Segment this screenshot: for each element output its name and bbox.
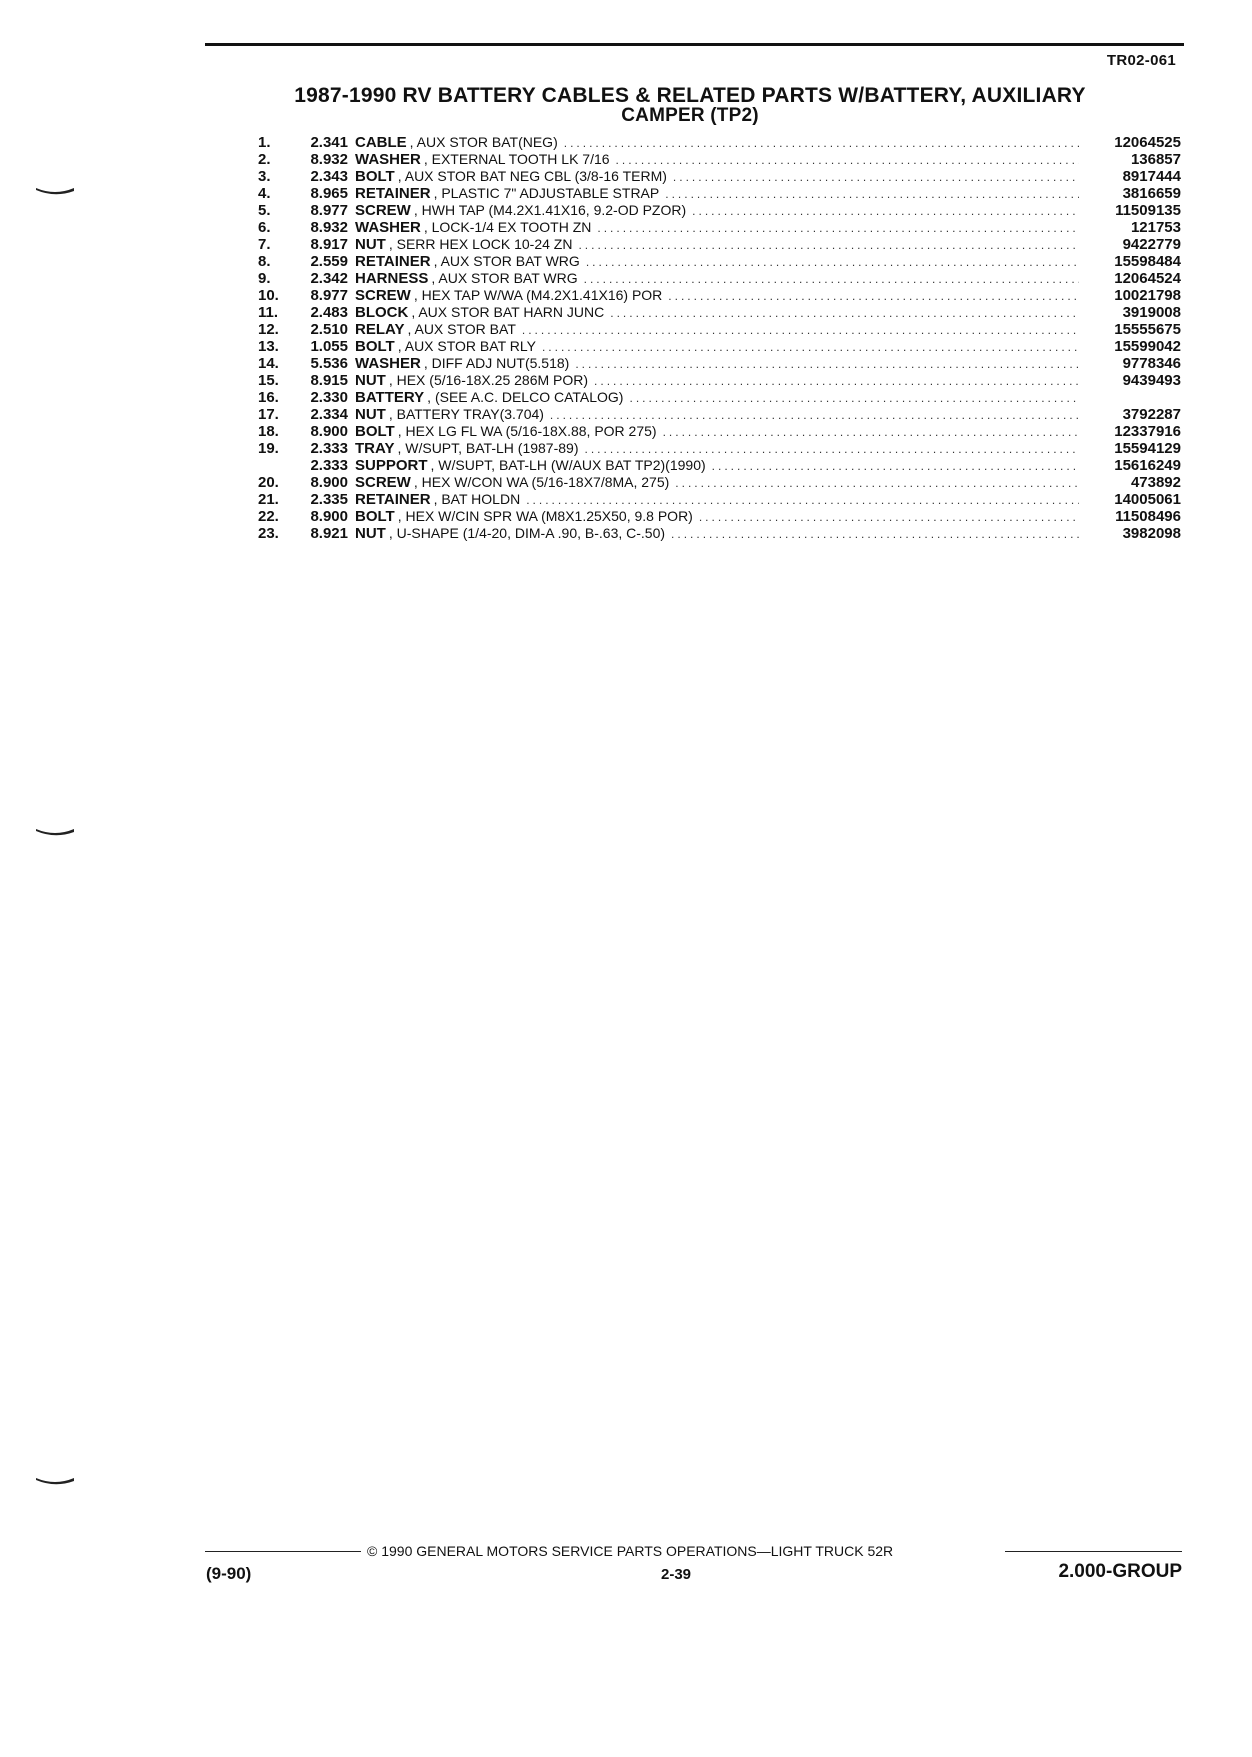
part-description: , HWH TAP (M4.2X1.41X16, 9.2-OD PZOR): [413, 202, 687, 218]
binding-mark-icon: [36, 186, 74, 196]
parts-row: [258, 355, 1181, 372]
part-number: 3919008: [1122, 304, 1181, 321]
part-name: NUT: [355, 406, 386, 423]
group-number: 2.334: [310, 406, 348, 423]
item-number: 12.: [258, 321, 279, 338]
item-number: 13.: [258, 338, 279, 355]
parts-row: [258, 236, 1181, 253]
leader-dots: [550, 407, 1079, 424]
part-name: BLOCK: [355, 304, 409, 321]
parts-row: [258, 287, 1181, 304]
item-number: 14.: [258, 355, 279, 372]
part-description: , HEX LG FL WA (5/16-18X.88, POR 275): [397, 423, 657, 439]
parts-row: [258, 389, 1181, 406]
parts-row: [258, 134, 1181, 151]
part-description: , SERR HEX LOCK 10-24 ZN: [388, 236, 573, 252]
item-number: 21.: [258, 491, 279, 508]
leader-dots: [526, 492, 1079, 509]
item-number: 15.: [258, 372, 279, 389]
part-name: WASHER: [355, 219, 421, 236]
group-number: 2.335: [310, 491, 348, 508]
item-number: 19.: [258, 440, 279, 457]
item-number: 11.: [258, 304, 279, 321]
parts-row: [258, 423, 1181, 440]
leader-dots: [671, 526, 1079, 543]
part-description: , AUX STOR BAT WRG: [431, 270, 578, 286]
group-number: 2.483: [310, 304, 348, 321]
part-number: 15616249: [1114, 457, 1181, 474]
part-name: RETAINER: [355, 491, 431, 508]
group-number: 8.977: [310, 202, 348, 219]
part-name: HARNESS: [355, 270, 429, 287]
part-name: WASHER: [355, 355, 421, 372]
part-description: , AUX STOR BAT RLY: [397, 338, 536, 354]
part-description: , AUX STOR BAT(NEG): [409, 134, 558, 150]
parts-row: [258, 338, 1181, 355]
leader-dots: [712, 458, 1079, 475]
part-number: 11509135: [1115, 202, 1181, 219]
part-description: , BATTERY TRAY(3.704): [388, 406, 544, 422]
part-number: 12337916: [1114, 423, 1181, 440]
document-code: TR02-061: [1106, 52, 1176, 69]
item-number: 4.: [258, 185, 271, 202]
footer-rule-right: [1005, 1551, 1182, 1552]
part-number: 3816659: [1122, 185, 1181, 202]
part-number: 9778346: [1122, 355, 1181, 372]
part-number: 11508496: [1115, 508, 1181, 525]
leader-dots: [668, 288, 1079, 305]
group-number: 8.932: [310, 151, 348, 168]
part-description: , BAT HOLDN: [433, 491, 521, 507]
part-number: 10021798: [1114, 287, 1181, 304]
group-number: 2.341: [310, 134, 348, 151]
leader-dots: [610, 305, 1079, 322]
group-number: 2.330: [310, 389, 348, 406]
leader-dots: [665, 186, 1079, 203]
part-name: NUT: [355, 236, 386, 253]
part-number: 9422779: [1122, 236, 1181, 253]
part-description: , PLASTIC 7" ADJUSTABLE STRAP: [433, 185, 660, 201]
part-name: NUT: [355, 525, 386, 542]
part-number: 15599042: [1114, 338, 1181, 355]
parts-row: [258, 219, 1181, 236]
group-number: 8.900: [310, 508, 348, 525]
page-title: [240, 85, 1140, 125]
part-number: 3982098: [1122, 525, 1181, 542]
part-name: WASHER: [355, 151, 421, 168]
leader-dots: [597, 220, 1079, 237]
part-description: , W/SUPT, BAT-LH (W/AUX BAT TP2)(1990): [430, 457, 706, 473]
item-number: 18.: [258, 423, 279, 440]
leader-dots: [616, 152, 1079, 169]
part-description: , AUX STOR BAT WRG: [433, 253, 580, 269]
leader-dots: [673, 169, 1079, 186]
item-number: 7.: [258, 236, 271, 253]
part-number: 15555675: [1114, 321, 1181, 338]
part-name: CABLE: [355, 134, 407, 151]
group-number: 8.965: [310, 185, 348, 202]
item-number: 9.: [258, 270, 271, 287]
parts-row: [258, 185, 1181, 202]
leader-dots: [663, 424, 1079, 441]
footer-rule-left: [205, 1551, 361, 1552]
parts-row: [258, 168, 1181, 185]
part-number: 473892: [1130, 474, 1181, 491]
item-number: 6.: [258, 219, 271, 236]
part-number: 3792287: [1122, 406, 1181, 423]
part-name: RETAINER: [355, 185, 431, 202]
part-name: SCREW: [355, 474, 411, 491]
part-number: 15594129: [1114, 440, 1181, 457]
part-description: , LOCK-1/4 EX TOOTH ZN: [423, 219, 592, 235]
part-description: , HEX TAP W/WA (M4.2X1.41X16) POR: [413, 287, 663, 303]
item-number: 8.: [258, 253, 271, 270]
part-description: , EXTERNAL TOOTH LK 7/16: [423, 151, 610, 167]
parts-row: [258, 151, 1181, 168]
group-number: 5.536: [310, 355, 348, 372]
group-number: 8.917: [310, 236, 348, 253]
leader-dots: [522, 322, 1079, 339]
part-name: BATTERY: [355, 389, 425, 406]
footer-revision-date: (9-90): [206, 1564, 252, 1583]
group-number: 2.343: [310, 168, 348, 185]
group-number: 8.977: [310, 287, 348, 304]
leader-dots: [564, 135, 1079, 152]
part-name: BOLT: [355, 168, 395, 185]
item-number: 16.: [258, 389, 279, 406]
part-description: , (SEE A.C. DELCO CATALOG): [427, 389, 624, 405]
part-description: , HEX (5/16-18X.25 286M POR): [388, 372, 589, 388]
group-number: 2.559: [310, 253, 348, 270]
parts-row: [258, 525, 1181, 542]
part-description: , W/SUPT, BAT-LH (1987-89): [397, 440, 579, 456]
group-number: 2.342: [310, 270, 348, 287]
group-number: 8.915: [310, 372, 348, 389]
parts-row: [258, 406, 1181, 423]
item-number: 5.: [258, 202, 271, 219]
part-number: 15598484: [1114, 253, 1181, 270]
part-description: , AUX STOR BAT: [407, 321, 516, 337]
group-number: 2.333: [310, 457, 348, 474]
part-name: BOLT: [355, 338, 395, 355]
group-number: 8.900: [310, 474, 348, 491]
part-name: NUT: [355, 372, 386, 389]
part-description: , U-SHAPE (1/4-20, DIM-A .90, B-.63, C-.50): [388, 525, 666, 541]
part-number: 121753: [1130, 219, 1181, 236]
leader-dots: [584, 441, 1079, 458]
part-number: 12064524: [1114, 270, 1181, 287]
part-number: 9439493: [1122, 372, 1181, 389]
group-number: 8.932: [310, 219, 348, 236]
binding-mark-icon: [36, 1476, 74, 1486]
item-number: 2.: [258, 151, 271, 168]
part-name: SCREW: [355, 287, 411, 304]
binding-mark-icon: [36, 827, 74, 837]
part-description: , AUX STOR BAT HARN JUNC: [411, 304, 605, 320]
group-number: 2.333: [310, 440, 348, 457]
footer-copyright: © 1990 GENERAL MOTORS SERVICE PARTS OPERATIONS—LIGHT TRUCK 52R: [367, 1543, 894, 1559]
part-name: TRAY: [355, 440, 395, 457]
part-number: 8917444: [1122, 168, 1181, 185]
parts-row: [258, 508, 1181, 525]
parts-row: [258, 440, 1181, 457]
leader-dots: [675, 475, 1079, 492]
part-name: SUPPORT: [355, 457, 428, 474]
leader-dots: [586, 254, 1079, 271]
title-line-1: 1987-1990 RV BATTERY CABLES & RELATED PARTS W/BATTERY, AUXILIARY: [294, 84, 1086, 107]
item-number: 22.: [258, 508, 279, 525]
part-name: RETAINER: [355, 253, 431, 270]
parts-list: [258, 134, 1181, 542]
parts-row: [258, 457, 1181, 474]
leader-dots: [594, 373, 1079, 390]
part-name: BOLT: [355, 423, 395, 440]
footer-page-number: 2-39: [661, 1566, 692, 1583]
leader-dots: [692, 203, 1079, 220]
item-number: 3.: [258, 168, 271, 185]
group-number: 1.055: [310, 338, 348, 355]
group-number: 8.900: [310, 423, 348, 440]
leader-dots: [584, 271, 1079, 288]
leader-dots: [542, 339, 1079, 356]
leader-dots: [578, 237, 1079, 254]
parts-row: [258, 253, 1181, 270]
part-number: 136857: [1130, 151, 1181, 168]
parts-row: [258, 491, 1181, 508]
part-name: SCREW: [355, 202, 411, 219]
parts-row: [258, 321, 1181, 338]
leader-dots: [575, 356, 1079, 373]
parts-row: [258, 372, 1181, 389]
part-description: , DIFF ADJ NUT(5.518): [423, 355, 570, 371]
parts-row: [258, 474, 1181, 491]
parts-row: [258, 202, 1181, 219]
group-number: 8.921: [310, 525, 348, 542]
item-number: 10.: [258, 287, 279, 304]
item-number: 1.: [258, 134, 271, 151]
item-number: 17.: [258, 406, 279, 423]
part-description: , HEX W/CIN SPR WA (M8X1.25X50, 9.8 POR): [397, 508, 693, 524]
part-number: 14005061: [1114, 491, 1181, 508]
item-number: 20.: [258, 474, 279, 491]
parts-row: [258, 270, 1181, 287]
parts-row: [258, 304, 1181, 321]
part-name: BOLT: [355, 508, 395, 525]
item-number: 23.: [258, 525, 279, 542]
top-rule: [205, 43, 1184, 46]
leader-dots: [699, 509, 1079, 526]
footer-group-label: 2.000-GROUP: [1058, 1561, 1182, 1582]
part-description: , AUX STOR BAT NEG CBL (3/8-16 TERM): [397, 168, 667, 184]
part-name: RELAY: [355, 321, 405, 338]
leader-dots: [629, 390, 1079, 407]
group-number: 2.510: [310, 321, 348, 338]
part-description: , HEX W/CON WA (5/16-18X7/8MA, 275): [413, 474, 670, 490]
title-line-2: CAMPER (TP2): [621, 105, 759, 126]
part-number: 12064525: [1114, 134, 1181, 151]
